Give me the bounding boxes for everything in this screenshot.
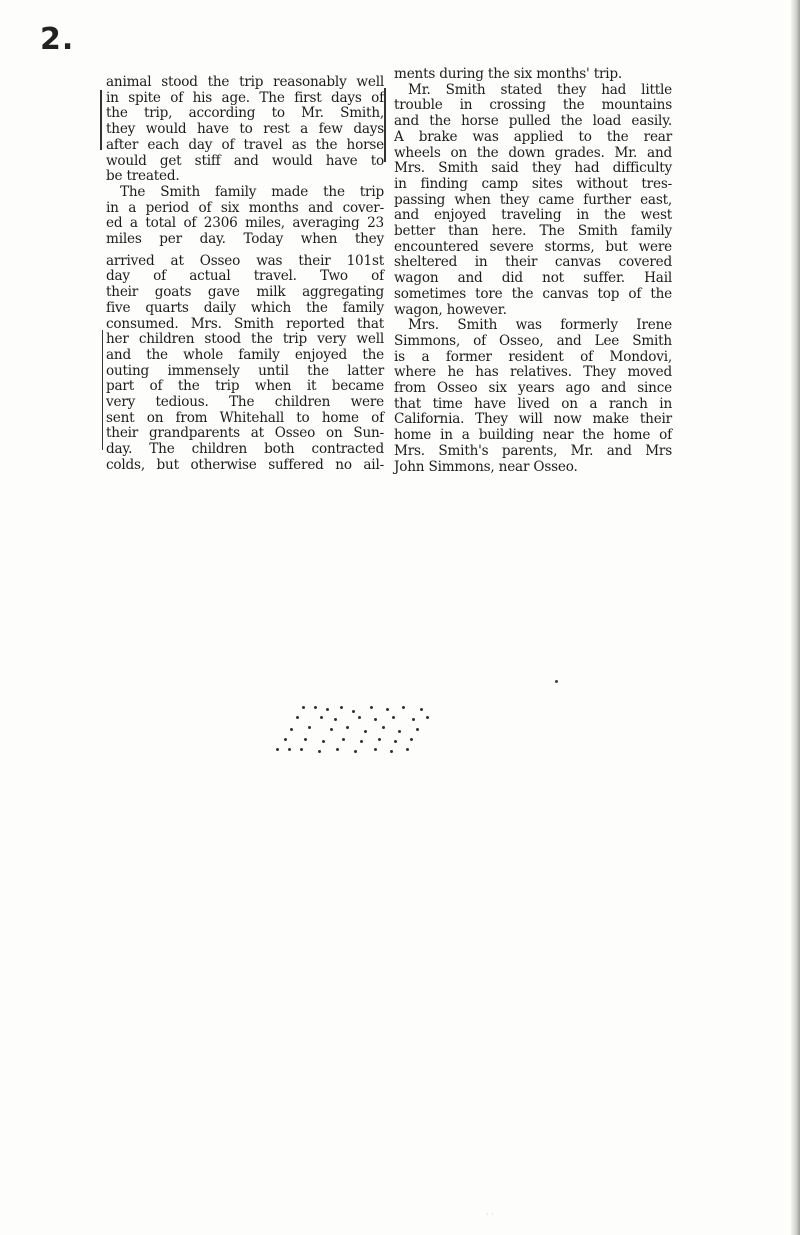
article-line: five quarts daily which the family — [106, 299, 384, 316]
scan-page-edge — [791, 0, 800, 1235]
article-line: the trip, according to Mr. Smith, — [106, 105, 384, 122]
article-line: miles per day. Today when they — [106, 231, 384, 248]
article-line: ed a total of 2306 miles, averaging 23 — [106, 215, 384, 232]
margin-mark — [384, 88, 386, 162]
article-line: day. The children both contracted — [106, 441, 384, 458]
article-line: ments during the six months' trip. — [394, 66, 623, 82]
perforation-stamp — [274, 704, 434, 756]
article-line: they would have to rest a few days — [106, 121, 384, 138]
article-line: their goats gave milk aggregating — [106, 284, 384, 301]
article-line: wheels on the down grades. Mr. and — [394, 144, 672, 161]
article-line: be treated. — [106, 168, 180, 185]
article-line: and the horse pulled the load easily. — [394, 113, 672, 130]
article-line: colds, but otherwise suffered no ail- — [106, 456, 384, 473]
article-line: A brake was applied to the rear — [394, 128, 672, 145]
article-line: Mrs. Smith's parents, Mr. and Mrs — [394, 442, 672, 459]
article-line: better than here. The Smith family — [394, 223, 672, 240]
margin-mark — [100, 90, 102, 150]
article-line: sometimes tore the canvas top of the — [394, 285, 672, 302]
ink-speck — [555, 680, 558, 683]
page-number: 2. — [40, 22, 75, 57]
article-line: sheltered in their canvas covered — [394, 254, 672, 271]
article-line: their grandparents at Osseo on Sun- — [106, 425, 384, 442]
article-line: that time have lived on a ranch in — [394, 395, 672, 412]
article-line: California. They will now make their — [394, 411, 672, 428]
article-line: arrived at Osseo was their 101st — [106, 252, 384, 269]
article-line: is a former resident of Mondovi, — [394, 348, 672, 365]
article-line: John Simmons, near Osseo. — [394, 458, 578, 475]
article-line: in finding camp sites without tres- — [394, 175, 672, 192]
margin-mark — [102, 330, 103, 450]
article-line: encountered severe storms, but were — [394, 238, 672, 255]
article-line: very tedious. The children were — [106, 394, 384, 411]
article-line: home in a building near the home of — [394, 427, 672, 444]
article-line: and enjoyed traveling in the west — [394, 207, 672, 224]
article-line: wagon and did not suffer. Hail — [394, 270, 672, 287]
article-line: in a period of six months and cover- — [106, 199, 384, 216]
article-line: her children stood the trip very well — [106, 331, 384, 348]
article-column-right — [394, 67, 672, 475]
article-line: Simmons, of Osseo, and Lee Smith — [394, 332, 672, 349]
article-line: trouble in crossing the mountains — [394, 97, 672, 114]
article-line: Mrs. Smith was formerly Irene — [408, 317, 672, 334]
article-line: after each day of travel as the horse — [106, 136, 384, 153]
article-line: animal stood the trip reasonably well — [106, 74, 384, 90]
article-line: sent on from Whitehall to home of — [106, 409, 384, 426]
article-column-left — [106, 75, 384, 474]
article-line: wagon, however. — [394, 301, 507, 318]
article-line: where he has relatives. They moved — [394, 364, 672, 381]
article-line: consumed. Mrs. Smith reported that — [106, 315, 384, 332]
article-line: The Smith family made the trip — [120, 183, 384, 200]
article-line: would get stiff and would have to — [106, 152, 384, 169]
article-line: Mrs. Smith said they had difficulty — [394, 160, 672, 177]
article-line: Mr. Smith stated they had little — [408, 81, 672, 98]
scan-artifact: · · — [486, 1210, 494, 1219]
article-line: from Osseo six years ago and since — [394, 380, 672, 397]
article-line: day of actual travel. Two of — [106, 268, 384, 285]
article-line: passing when they came further east, — [394, 191, 672, 208]
article-line: in spite of his age. The first days of — [106, 89, 384, 106]
article-line: and the whole family enjoyed the — [106, 346, 384, 363]
article-line: outing immensely until the latter — [106, 362, 384, 379]
article-line: part of the trip when it became — [106, 378, 384, 395]
